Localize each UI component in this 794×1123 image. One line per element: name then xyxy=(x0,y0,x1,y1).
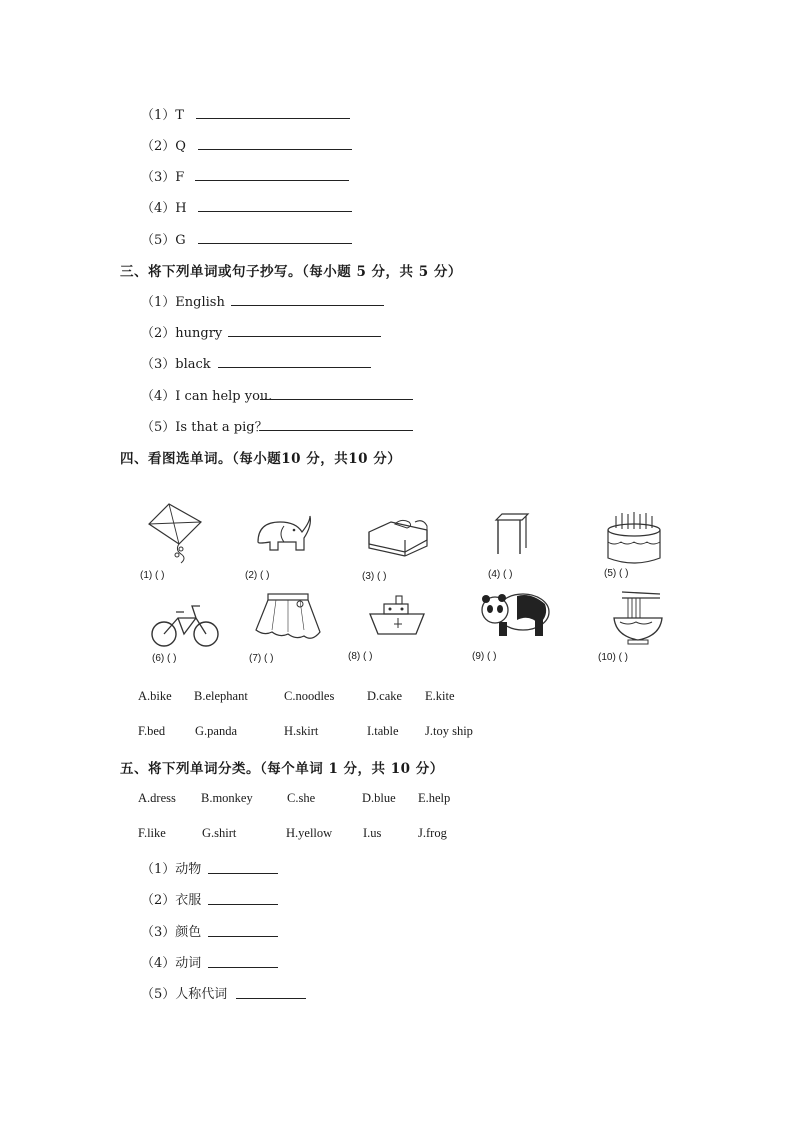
panda-icon xyxy=(477,588,553,640)
section-5-heading: 五、将下列单词分类。（每个单词 1 分，共 10 分） xyxy=(120,761,444,777)
option-item: D.cake xyxy=(367,689,403,703)
option-item: A.bike xyxy=(138,689,172,703)
picture-label: (6) ( ) xyxy=(152,653,177,664)
option-item: H.yellow xyxy=(286,826,333,840)
picture-label: (5) ( ) xyxy=(604,568,629,579)
answer-line[interactable] xyxy=(260,399,413,400)
letter-item-4: （4）H xyxy=(141,201,187,216)
skirt-icon xyxy=(252,592,324,642)
picture-label: (7) ( ) xyxy=(249,653,274,664)
table-icon xyxy=(492,512,532,558)
option-item: A.dress xyxy=(138,791,176,805)
section-4-heading: 四、看图选单词。（每小题10 分，共10 分） xyxy=(120,451,402,467)
picture-label: (4) ( ) xyxy=(488,569,513,580)
answer-line[interactable] xyxy=(208,873,278,874)
answer-line[interactable] xyxy=(231,305,384,306)
option-item: C.noodles xyxy=(284,689,335,703)
answer-line[interactable] xyxy=(208,904,278,905)
bed-icon xyxy=(365,514,431,560)
option-item: I.us xyxy=(363,826,382,840)
copy-item-5: （5）Is that a pig？ xyxy=(141,420,268,435)
letter-item-1: （1）T xyxy=(141,108,184,123)
copy-item-1: （1）English xyxy=(141,295,225,310)
answer-line[interactable] xyxy=(228,336,381,337)
copy-item-3: （3）black xyxy=(141,357,211,372)
option-item: B.elephant xyxy=(194,689,248,703)
answer-line[interactable] xyxy=(208,967,278,968)
option-item: G.shirt xyxy=(202,826,237,840)
classify-item-3: （3）颜色 xyxy=(141,925,202,940)
option-item: I.table xyxy=(367,724,399,738)
toy-ship-icon xyxy=(366,592,428,642)
answer-line[interactable] xyxy=(198,243,352,244)
elephant-icon xyxy=(250,512,320,562)
option-item: E.help xyxy=(418,791,451,805)
answer-line[interactable] xyxy=(208,936,278,937)
picture-label: (10) ( ) xyxy=(598,652,629,663)
picture-label: (9) ( ) xyxy=(472,651,497,662)
bike-icon xyxy=(150,598,220,648)
option-item: J.toy ship xyxy=(425,724,473,738)
classify-item-4: （4）动词 xyxy=(141,956,202,971)
noodles-icon xyxy=(610,588,666,646)
classify-item-2: （2）衣服 xyxy=(141,893,202,908)
answer-line[interactable] xyxy=(236,998,306,999)
kite-icon xyxy=(143,502,209,564)
option-item: F.like xyxy=(138,826,166,840)
option-item: H.skirt xyxy=(284,724,319,738)
section-3-heading: 三、将下列单词或句子抄写。（每小题 5 分，共 5 分） xyxy=(120,264,462,280)
answer-line[interactable] xyxy=(195,180,349,181)
letter-item-5: （5）G xyxy=(141,233,186,248)
letter-item-2: （2）Q xyxy=(141,139,186,154)
copy-item-2: （2）hungry xyxy=(141,326,223,341)
option-item: E.kite xyxy=(425,689,455,703)
option-item: C.she xyxy=(287,791,316,805)
answer-line[interactable] xyxy=(198,211,352,212)
copy-item-4: （4）I can help you. xyxy=(141,389,273,404)
answer-line[interactable] xyxy=(196,118,350,119)
answer-line[interactable] xyxy=(259,430,413,431)
classify-item-1: （1）动物 xyxy=(141,862,202,877)
letter-item-3: （3）F xyxy=(141,170,185,185)
option-item: J.frog xyxy=(418,826,447,840)
picture-label: (1) ( ) xyxy=(140,570,165,581)
option-item: D.blue xyxy=(362,791,396,805)
picture-label: (2) ( ) xyxy=(245,570,270,581)
classify-item-5: （5）人称代词 xyxy=(141,987,228,1002)
option-item: F.bed xyxy=(138,724,166,738)
cake-icon xyxy=(602,508,666,566)
picture-label: (8) ( ) xyxy=(348,651,373,662)
option-item: B.monkey xyxy=(201,791,253,805)
answer-line[interactable] xyxy=(218,367,371,368)
answer-line[interactable] xyxy=(198,149,352,150)
option-item: G.panda xyxy=(195,724,237,738)
picture-label: (3) ( ) xyxy=(362,571,387,582)
